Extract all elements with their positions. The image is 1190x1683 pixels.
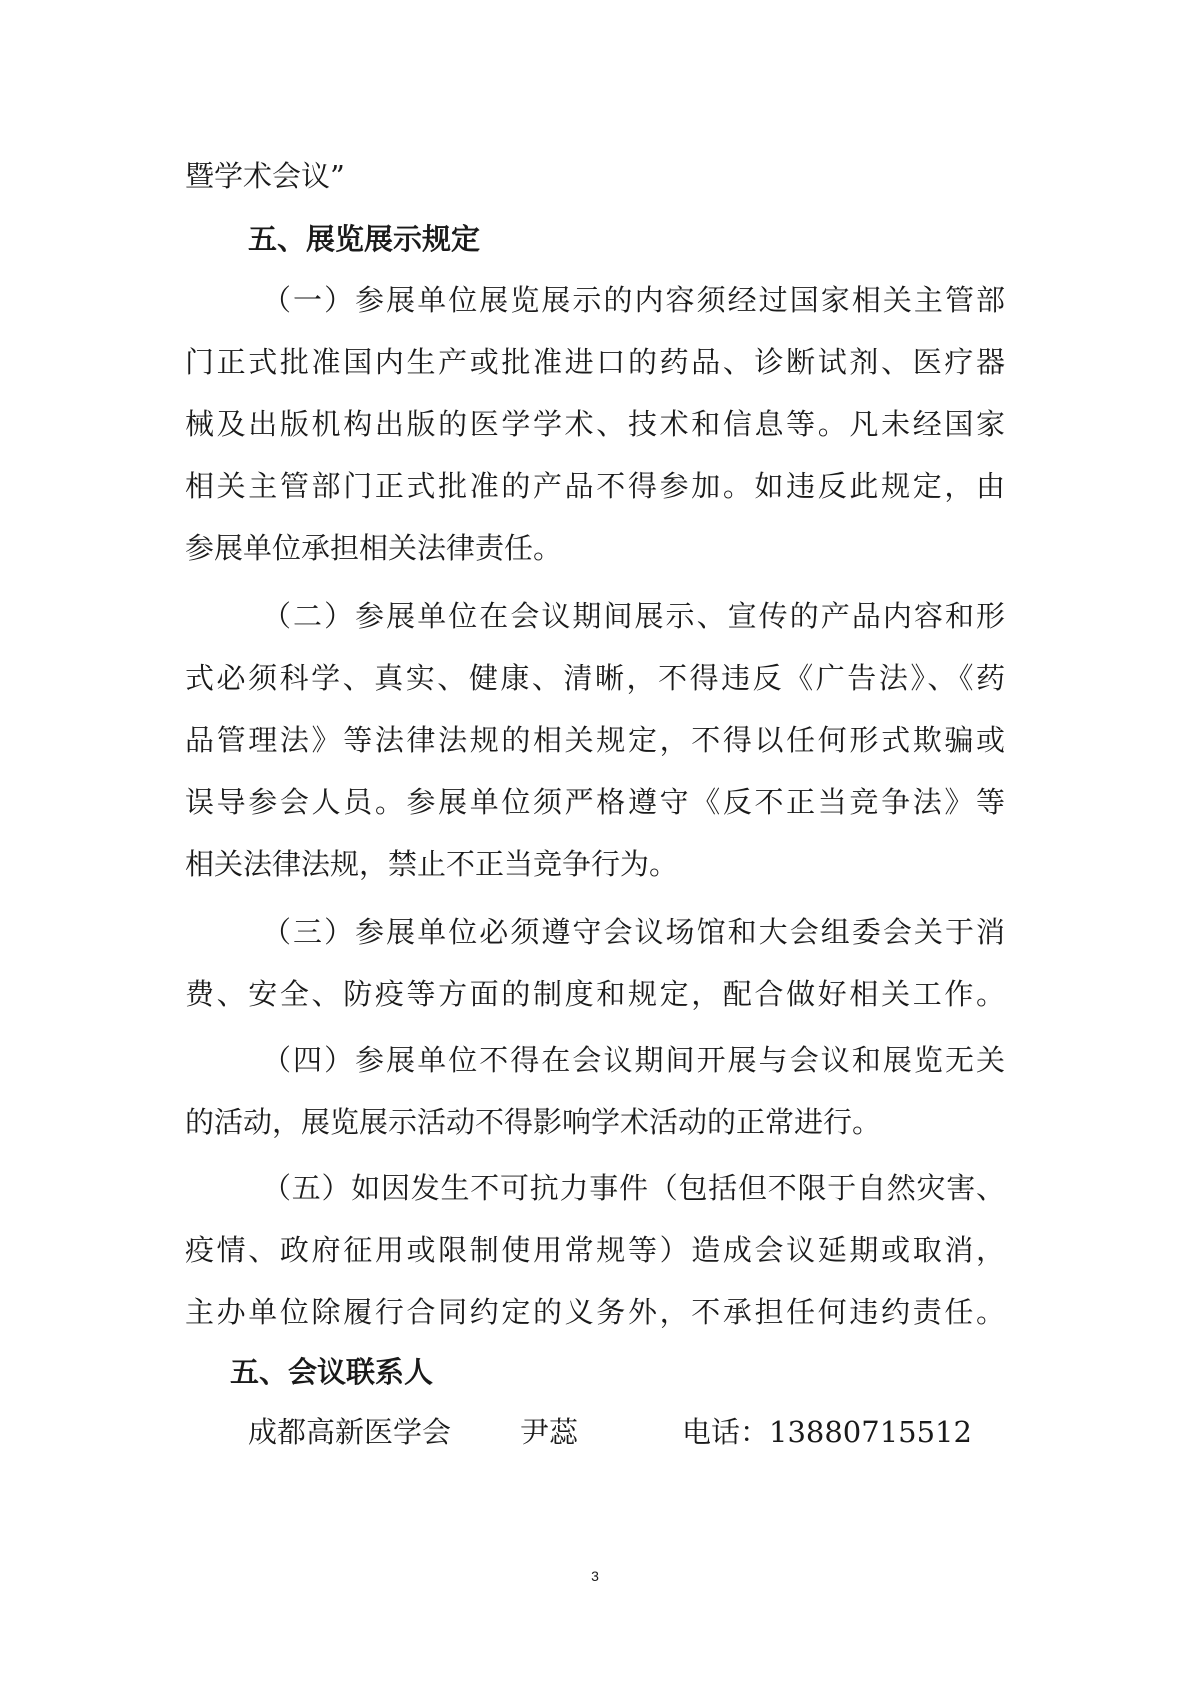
paragraph-line: 参展单位承担相关法律责任。: [185, 531, 563, 565]
paragraph-line: （五）如因发生不可抗力事件（包括但不限于自然灾害、: [262, 1171, 1005, 1205]
paragraph-line: 门正式批准国内生产或批准进口的药品、诊断试剂、医疗器: [185, 345, 1005, 379]
paragraph-line: 疫情、政府征用或限制使用常规等）造成会议延期或取消，: [185, 1233, 1005, 1267]
paragraph-line: 的活动，展览展示活动不得影响学术活动的正常进行。: [185, 1105, 882, 1139]
page-number: 3: [591, 1568, 599, 1584]
paragraph-line: （四）参展单位不得在会议期间开展与会议和展览无关: [262, 1043, 1005, 1077]
paragraph-line: 品管理法》等法律法规的相关规定，不得以任何形式欺骗或: [185, 723, 1005, 757]
section-heading: 五、会议联系人: [230, 1355, 434, 1389]
paragraph-line: 暨学术会议”: [185, 159, 345, 193]
paragraph-line: 式必须科学、真实、健康、清晰，不得违反《广告法》、《药: [185, 661, 1005, 695]
contact-person: 尹蕊: [520, 1415, 579, 1449]
paragraph-line: 费、安全、防疫等方面的制度和规定，配合做好相关工作。: [185, 977, 1005, 1011]
paragraph-line: 相关法律法规，禁止不正当竞争行为。: [185, 847, 679, 881]
paragraph-line: 相关主管部门正式批准的产品不得参加。如违反此规定，由: [185, 469, 1005, 503]
paragraph-line: （一）参展单位展览展示的内容须经过国家相关主管部: [262, 283, 1005, 317]
paragraph-line: 主办单位除履行合同约定的义务外，不承担任何违约责任。: [185, 1295, 1005, 1329]
contact-phone: 电话：13880715512: [682, 1415, 972, 1449]
paragraph-line: （三）参展单位必须遵守会议场馆和大会组委会关于消: [262, 915, 1005, 949]
contact-organization: 成都高新医学会: [248, 1415, 452, 1449]
section-heading: 五、展览展示规定: [248, 222, 481, 256]
paragraph-line: 误导参会人员。参展单位须严格遵守《反不正当竞争法》等: [185, 785, 1005, 819]
paragraph-line: （二）参展单位在会议期间展示、宣传的产品内容和形: [262, 599, 1005, 633]
paragraph-line: 械及出版机构出版的医学学术、技术和信息等。凡未经国家: [185, 407, 1005, 441]
